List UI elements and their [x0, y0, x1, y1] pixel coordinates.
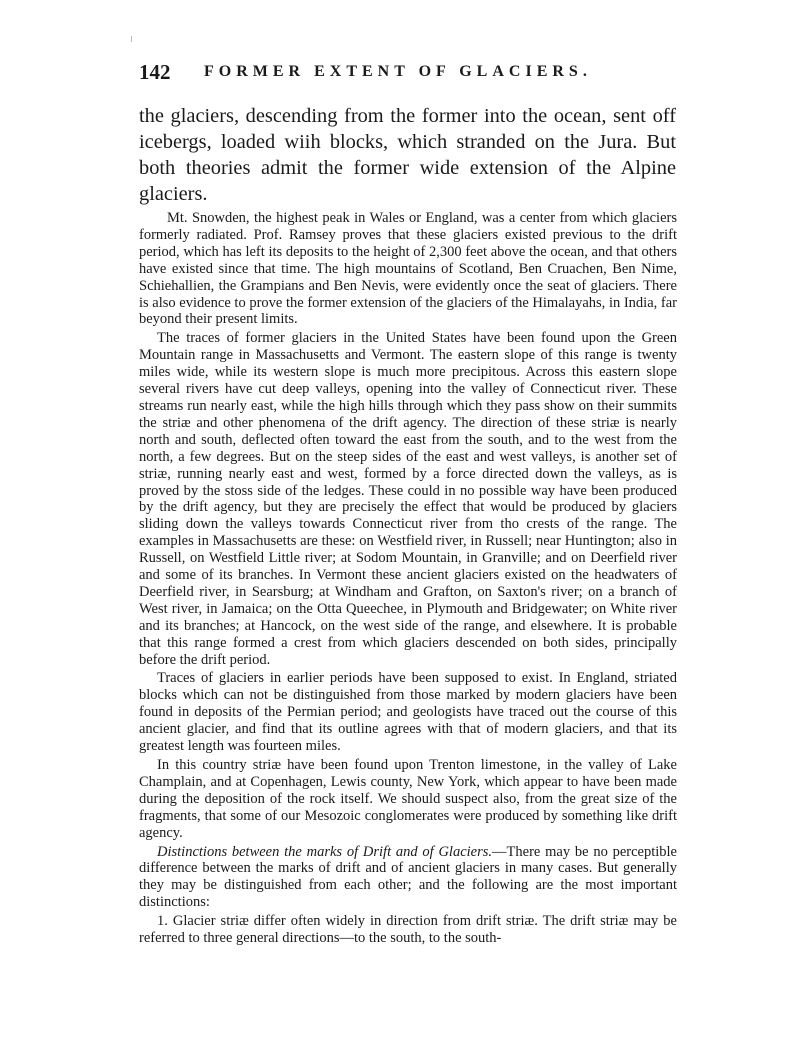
paragraph-distinctions [139, 844, 677, 912]
paragraph-snowden: Mt. Snowden, the highest peak in Wales or England, was a center from which glaciers formerly radiated. Prof. Ramsey proves that these glaciers existed previous to the drift period, which has left its deposits to the height of 2,300 feet above the ocean, and that others have existed since that time. The high mountains of Scotland, Ben Cruachen, Ben Nime, Schiehallien, the Grampians and Ben Nevis, were evidently once the seat of glaciers. There is also evidence to prove the former extension of the glaciers of the Himalayahs, in India, far beyond their present limits. [139, 210, 677, 328]
running-title: FORMER EXTENT OF GLACIERS. [204, 63, 592, 80]
numbered-item-1: 1. Glacier striæ differ often widely in direction from drift striæ. The drift striæ may be referred to three general directions—to the south, to the south- [139, 913, 677, 947]
paragraph-earlier-periods: Traces of glaciers in earlier periods have been supposed to exist. In England, striated blocks which can not be distinguished from those marked by modern glaciers have been found in deposits of the Permian period; and geologists have traced out the course of this ancient glacier, and find that its outline agrees with that of modern glaciers, and that its greatest length was fourteen miles. [139, 670, 677, 755]
running-head [139, 60, 679, 86]
distinctions-text: —There may be no perceptible difference between the marks of drift and of ancient glaciers in many cases. But generally they may be distinguished from each other; and the following are the most important distinctions: [139, 843, 677, 911]
paragraph-trenton-limestone: In this country striæ have been found upon Trenton limestone, in the valley of Lake Champlain, and at Copenhagen, Lewis county, New York, which appear to have been made during the deposition of the rock itself. We should suspect also, from the great size of the fragments, that some of our Mesozoic conglomerates were produced by something like drift agency. [139, 757, 677, 841]
paragraph-united-states: The traces of former glaciers in the United States have been found upon the Green Mountain range in Massachusetts and Vermont. The eastern slope of this range is twenty miles wide, while its western slope is much more precipitous. Across this eastern slope several rivers have cut deep valleys, opening into the valley of Connecticut river. These streams run nearly east, while the high hills through which they pass show on their summits the striæ and other phenomena of the drift agency. The direction of these striæ is nearly north and south, deflected often toward the east from the south, and to the west from the north, a few degrees. But on the steep sides of the east and west valleys, is another set of striæ, running nearly east and west, formed by a force directed down the valleys, as is proved by the stoss side of the ledges. These could in no possible way have been produced by the drift agency, but they are precisely the effect that would be produced by glaciers sliding down the valleys towards Connecticut river from tho crests of the range. The examples in Massachusetts are these: on Westfield river, in Russell; near Huntington; also in Russell, on Westfield Little river; at Sodom Mountain, in Granville; and on Deerfield river and some of its branches. In Vermont these ancient glaciers existed on the headwaters of Deerfield river, in Searsburg; at Windham and Grafton, on Saxton's river; on a branch of West river, in Jamaica; on the Otta Queechee, in Plymouth and Bridgewater; on White river and its branches; at Hancock, on the west side of the range, and elsewhere. It is probable that this range formed a crest from which glaciers descended on both sides, principally before the drift period. [139, 330, 677, 668]
page-number: 142 [139, 60, 171, 84]
lead-paragraph: the glaciers, descending from the former into the ocean, sent off icebergs, loaded wiih blocks, which stranded on the Jura. But both theories admit the former wide extension of the Alpine glaciers. [139, 105, 676, 205]
body-text [139, 210, 677, 949]
distinctions-heading: Distinctions between the marks of Drift and of Glaciers. [157, 843, 493, 860]
scan-artifact [131, 36, 132, 42]
